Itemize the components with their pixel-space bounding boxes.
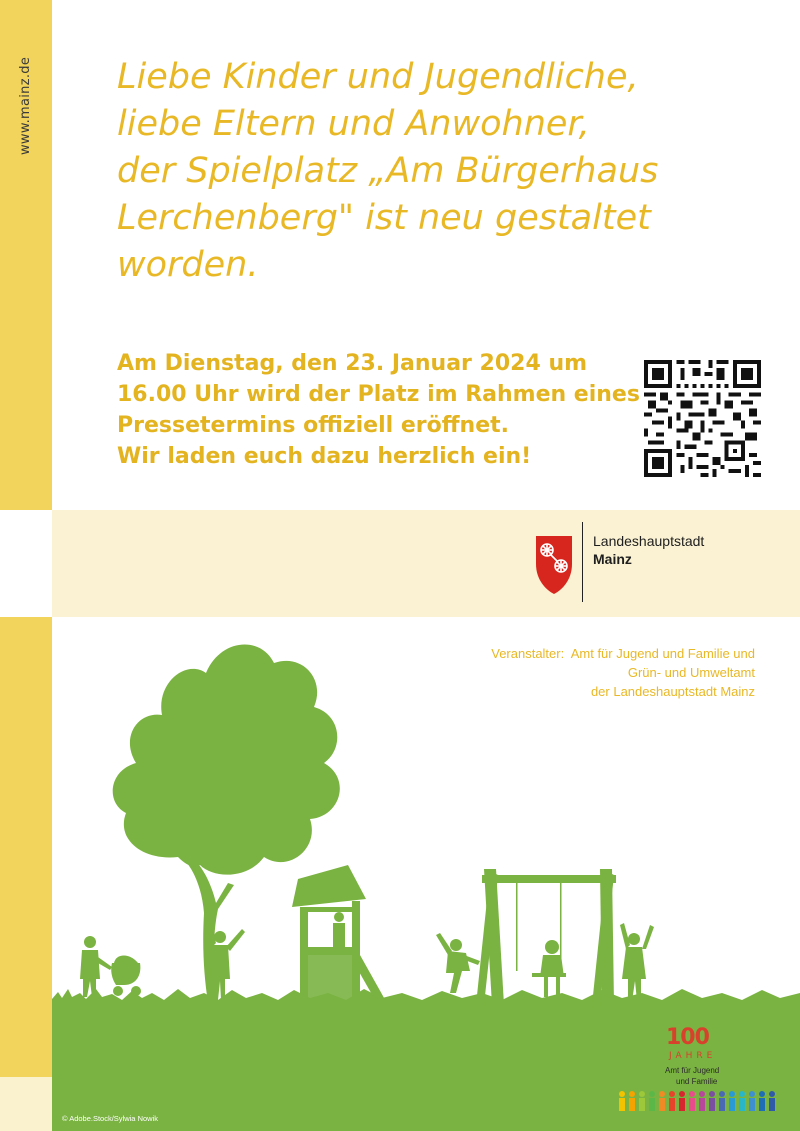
announcement-line: 16.00 Uhr wird der Platz im Rahmen eines xyxy=(117,382,640,407)
jubilee-word: JAHRE xyxy=(669,1051,717,1061)
side-strip-bottom xyxy=(0,617,52,1077)
organizer-line: Veranstalter: Amt für Jugend und Familie und xyxy=(491,646,755,661)
announcement-line: Am Dienstag, den 23. Januar 2024 um xyxy=(117,351,588,376)
side-strip-foot xyxy=(0,1077,52,1131)
jubilee-subtitle: und Familie xyxy=(676,1077,718,1086)
logo-divider xyxy=(582,522,583,602)
organizer-line: Grün- und Umweltamt xyxy=(627,665,755,680)
logo-title: Landeshauptstadt xyxy=(593,533,705,549)
logo-city: Mainz xyxy=(593,551,632,567)
headline-line: der Spielplatz „Am Bürgerhaus xyxy=(117,151,659,191)
photo-credit: © Adobe.Stock/Sylwia Nowik xyxy=(62,1114,158,1123)
announcement-line: Wir laden euch dazu herzlich ein! xyxy=(117,444,532,469)
qr-code-icon[interactable] xyxy=(643,360,762,477)
headline-line: worden. xyxy=(117,245,259,285)
colorful-people-icon xyxy=(617,1089,782,1113)
announcement-line: Pressetermins offiziell eröffnet. xyxy=(117,413,509,438)
headline-line: Lerchenberg" ist neu gestaltet xyxy=(117,198,651,238)
announcement xyxy=(117,348,640,472)
headline xyxy=(117,54,717,289)
organizer-line: der Landeshauptstadt Mainz xyxy=(590,684,755,699)
jubilee-number: 100 xyxy=(666,1025,709,1050)
headline-line: Liebe Kinder und Jugendliche, xyxy=(117,57,639,97)
website-url[interactable]: www.mainz.de xyxy=(18,56,33,155)
headline-line: liebe Eltern und Anwohner, xyxy=(117,104,590,144)
jubilee-subtitle: Amt für Jugend xyxy=(665,1066,720,1075)
organizer xyxy=(491,644,755,701)
